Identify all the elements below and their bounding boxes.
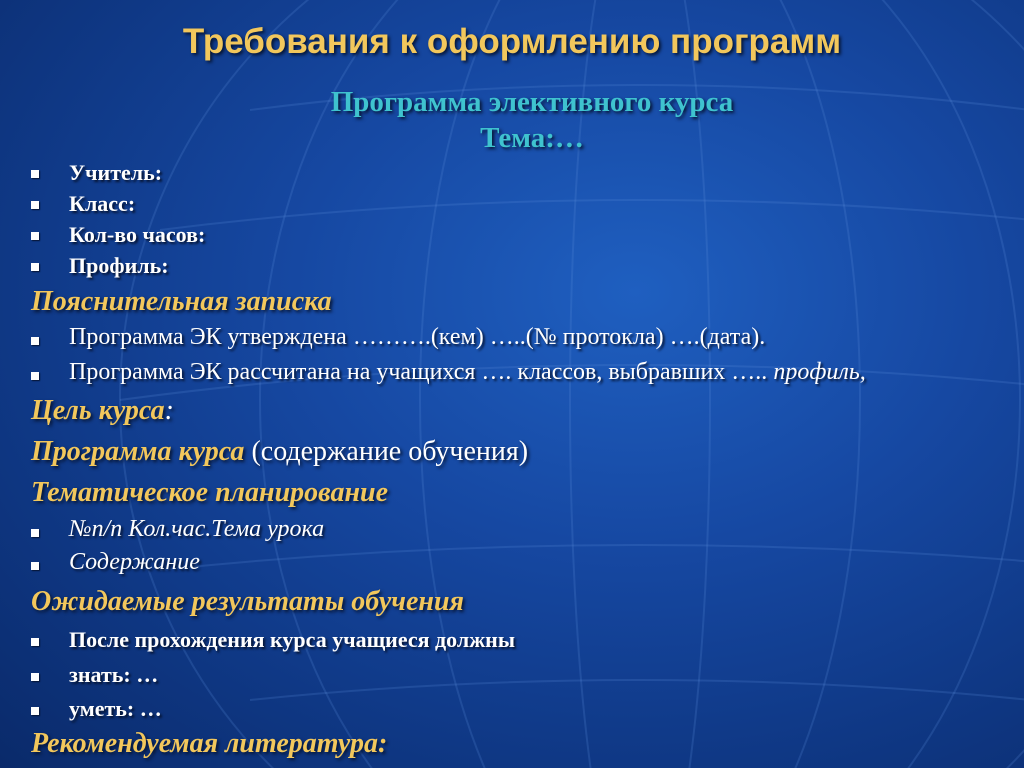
goal-heading-text: Цель курса <box>31 395 165 426</box>
bullet-icon <box>31 337 39 345</box>
bullet-icon <box>31 529 39 537</box>
bullet-icon <box>31 372 39 380</box>
slide-title: Требования к оформлению программ <box>182 22 842 61</box>
bullet-icon <box>31 201 39 209</box>
teacher-item: Учитель: <box>69 160 163 185</box>
topic-label: Тема:… <box>480 122 584 154</box>
bullet-icon <box>31 232 39 240</box>
results-heading: Ожидаемые результаты обучения <box>31 586 464 617</box>
approved-item: Программа ЭК утверждена ……….(кем) …..(№ протокла) ….(дата). <box>69 324 766 350</box>
profile-item: Профиль: <box>69 253 169 278</box>
bullet-icon <box>31 707 39 715</box>
bullet-icon <box>31 562 39 570</box>
bullet-icon <box>31 638 39 646</box>
designed-text: Программа ЭК рассчитана на учащихся …. классов, выбравших ….. <box>69 359 774 385</box>
course-program-label: Программа элективного курса <box>330 86 734 118</box>
slide-subtitle <box>292 84 772 156</box>
can-item: уметь: … <box>69 696 162 721</box>
results-intro-item: После прохождения курса учащиеся должны <box>69 627 516 652</box>
planning-content-item: Содержание <box>69 549 200 575</box>
bullet-icon <box>31 170 39 178</box>
program-heading-extra: (содержание обучения) <box>244 436 529 467</box>
designed-profile-text: профиль, <box>773 359 866 385</box>
designed-item <box>69 359 866 386</box>
goal-colon: : <box>164 395 174 426</box>
note-heading: Пояснительная записка <box>31 286 332 317</box>
planning-columns-item: №п/п Кол.час.Тема урока <box>69 516 325 542</box>
bullet-icon <box>31 263 39 271</box>
program-heading <box>31 436 528 468</box>
bullet-icon <box>31 673 39 681</box>
planning-heading: Тематическое планирование <box>31 477 389 508</box>
program-heading-text: Программа курса <box>31 436 245 467</box>
hours-item: Кол-во часов: <box>69 222 206 247</box>
know-item: знать: … <box>69 662 159 687</box>
goal-heading <box>31 395 174 427</box>
class-item: Класс: <box>69 191 136 216</box>
literature-heading: Рекомендуемая литература: <box>31 728 388 759</box>
